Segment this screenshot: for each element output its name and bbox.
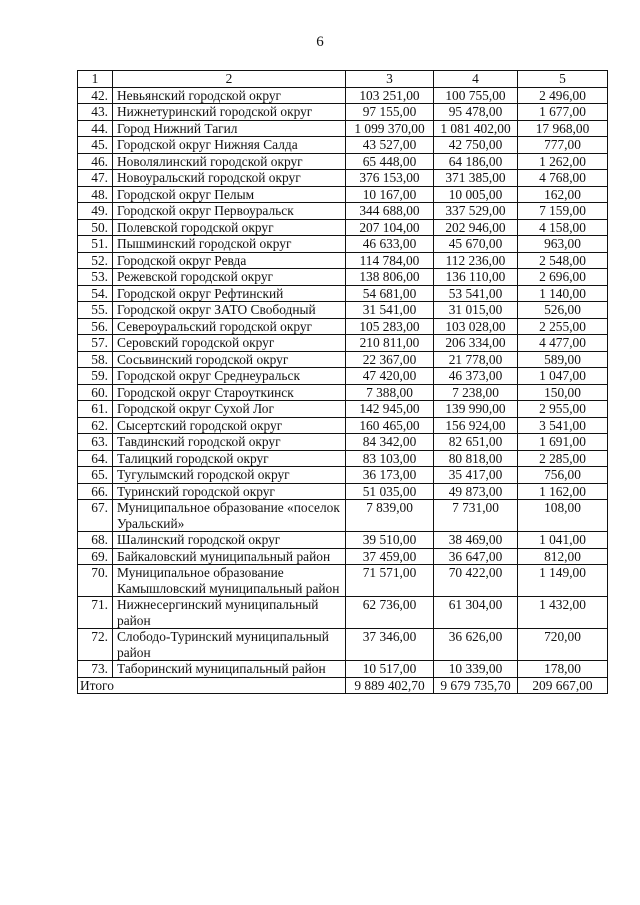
table-row xyxy=(78,153,608,170)
column-3-value-cell: 37 459,00 xyxy=(346,548,434,565)
column-5-value-cell: 720,00 xyxy=(518,629,608,661)
table-row xyxy=(78,401,608,418)
column-header: 5 xyxy=(518,71,608,88)
column-header: 3 xyxy=(346,71,434,88)
column-4-value-cell: 61 304,00 xyxy=(434,597,518,629)
column-5-value-cell: 812,00 xyxy=(518,548,608,565)
column-5-value-cell: 2 696,00 xyxy=(518,269,608,286)
row-number-cell: 44. xyxy=(78,120,113,137)
column-3-value-cell: 7 839,00 xyxy=(346,500,434,532)
table-row xyxy=(78,186,608,203)
column-3-value-cell: 97 155,00 xyxy=(346,104,434,121)
row-number-cell: 64. xyxy=(78,450,113,467)
column-5-value-cell: 4 158,00 xyxy=(518,219,608,236)
column-3-value-cell: 22 367,00 xyxy=(346,351,434,368)
municipality-name-cell: Городской округ Сухой Лог xyxy=(113,401,346,418)
column-5-value-cell: 1 677,00 xyxy=(518,104,608,121)
table-row xyxy=(78,532,608,549)
column-5-value-cell: 2 496,00 xyxy=(518,87,608,104)
column-4-value-cell: 35 417,00 xyxy=(434,467,518,484)
municipality-name-cell: Талицкий городской округ xyxy=(113,450,346,467)
municipality-name-cell: Городской округ ЗАТО Свободный xyxy=(113,302,346,319)
row-number-cell: 48. xyxy=(78,186,113,203)
column-4-value-cell: 112 236,00 xyxy=(434,252,518,269)
table-row xyxy=(78,548,608,565)
municipality-name-cell: Нижнетуринский городской округ xyxy=(113,104,346,121)
municipality-name-cell: Муниципальное образование Камышловский муниципальный район xyxy=(113,565,346,597)
row-number-cell: 42. xyxy=(78,87,113,104)
row-number-cell: 70. xyxy=(78,565,113,597)
column-4-value-cell: 70 422,00 xyxy=(434,565,518,597)
column-3-value-cell: 54 681,00 xyxy=(346,285,434,302)
column-3-value-cell: 31 541,00 xyxy=(346,302,434,319)
table-body xyxy=(78,71,608,694)
column-4-value-cell: 80 818,00 xyxy=(434,450,518,467)
municipality-name-cell: Сосьвинский городской округ xyxy=(113,351,346,368)
row-number-cell: 60. xyxy=(78,384,113,401)
column-3-value-cell: 37 346,00 xyxy=(346,629,434,661)
row-number-cell: 73. xyxy=(78,661,113,678)
header-row xyxy=(78,71,608,88)
municipality-name-cell: Пышминский городской округ xyxy=(113,236,346,253)
municipality-name-cell: Городской округ Староуткинск xyxy=(113,384,346,401)
table-row xyxy=(78,302,608,319)
table-row xyxy=(78,661,608,678)
column-3-value-cell: 43 527,00 xyxy=(346,137,434,154)
total-column-3-cell: 9 889 402,70 xyxy=(346,677,434,694)
column-4-value-cell: 7 238,00 xyxy=(434,384,518,401)
column-5-value-cell: 777,00 xyxy=(518,137,608,154)
row-number-cell: 58. xyxy=(78,351,113,368)
column-3-value-cell: 65 448,00 xyxy=(346,153,434,170)
column-3-value-cell: 138 806,00 xyxy=(346,269,434,286)
table-row xyxy=(78,203,608,220)
row-number-cell: 61. xyxy=(78,401,113,418)
column-5-value-cell: 1 691,00 xyxy=(518,434,608,451)
table-row xyxy=(78,384,608,401)
table-row xyxy=(78,318,608,335)
column-4-value-cell: 82 651,00 xyxy=(434,434,518,451)
municipality-name-cell: Городской округ Ревда xyxy=(113,252,346,269)
column-4-value-cell: 202 946,00 xyxy=(434,219,518,236)
row-number-cell: 62. xyxy=(78,417,113,434)
column-3-value-cell: 207 104,00 xyxy=(346,219,434,236)
municipality-name-cell: Новолялинский городской округ xyxy=(113,153,346,170)
column-5-value-cell: 108,00 xyxy=(518,500,608,532)
column-3-value-cell: 105 283,00 xyxy=(346,318,434,335)
table-row xyxy=(78,417,608,434)
column-3-value-cell: 1 099 370,00 xyxy=(346,120,434,137)
column-4-value-cell: 21 778,00 xyxy=(434,351,518,368)
municipality-name-cell: Таборинский муниципальный район xyxy=(113,661,346,678)
column-5-value-cell: 4 477,00 xyxy=(518,335,608,352)
column-3-value-cell: 83 103,00 xyxy=(346,450,434,467)
column-4-value-cell: 38 469,00 xyxy=(434,532,518,549)
column-4-value-cell: 45 670,00 xyxy=(434,236,518,253)
table-row xyxy=(78,335,608,352)
column-5-value-cell: 1 262,00 xyxy=(518,153,608,170)
table-row xyxy=(78,104,608,121)
column-4-value-cell: 31 015,00 xyxy=(434,302,518,319)
column-4-value-cell: 46 373,00 xyxy=(434,368,518,385)
total-column-4-cell: 9 679 735,70 xyxy=(434,677,518,694)
table-row xyxy=(78,450,608,467)
column-5-value-cell: 2 548,00 xyxy=(518,252,608,269)
table-row xyxy=(78,285,608,302)
column-5-value-cell: 963,00 xyxy=(518,236,608,253)
column-3-value-cell: 84 342,00 xyxy=(346,434,434,451)
column-3-value-cell: 114 784,00 xyxy=(346,252,434,269)
row-number-cell: 46. xyxy=(78,153,113,170)
table-row xyxy=(78,500,608,532)
column-5-value-cell: 3 541,00 xyxy=(518,417,608,434)
municipality-name-cell: Шалинский городской округ xyxy=(113,532,346,549)
row-number-cell: 51. xyxy=(78,236,113,253)
municipality-name-cell: Байкаловский муниципальный район xyxy=(113,548,346,565)
municipality-name-cell: Муниципальное образование «поселок Уральский» xyxy=(113,500,346,532)
municipality-name-cell: Городской округ Нижняя Салда xyxy=(113,137,346,154)
table-row xyxy=(78,368,608,385)
column-3-value-cell: 51 035,00 xyxy=(346,483,434,500)
column-4-value-cell: 1 081 402,00 xyxy=(434,120,518,137)
column-header: 1 xyxy=(78,71,113,88)
column-5-value-cell: 1 432,00 xyxy=(518,597,608,629)
municipality-name-cell: Тугулымский городской округ xyxy=(113,467,346,484)
column-5-value-cell: 1 149,00 xyxy=(518,565,608,597)
column-5-value-cell: 4 768,00 xyxy=(518,170,608,187)
row-number-cell: 57. xyxy=(78,335,113,352)
column-3-value-cell: 46 633,00 xyxy=(346,236,434,253)
column-5-value-cell: 756,00 xyxy=(518,467,608,484)
column-header: 4 xyxy=(434,71,518,88)
column-5-value-cell: 1 047,00 xyxy=(518,368,608,385)
row-number-cell: 55. xyxy=(78,302,113,319)
row-number-cell: 53. xyxy=(78,269,113,286)
column-3-value-cell: 210 811,00 xyxy=(346,335,434,352)
column-5-value-cell: 2 955,00 xyxy=(518,401,608,418)
total-row xyxy=(78,677,608,694)
column-4-value-cell: 64 186,00 xyxy=(434,153,518,170)
row-number-cell: 49. xyxy=(78,203,113,220)
column-3-value-cell: 142 945,00 xyxy=(346,401,434,418)
row-number-cell: 68. xyxy=(78,532,113,549)
municipality-name-cell: Город Нижний Тагил xyxy=(113,120,346,137)
column-4-value-cell: 100 755,00 xyxy=(434,87,518,104)
row-number-cell: 66. xyxy=(78,483,113,500)
column-5-value-cell: 17 968,00 xyxy=(518,120,608,137)
column-3-value-cell: 36 173,00 xyxy=(346,467,434,484)
row-number-cell: 71. xyxy=(78,597,113,629)
table-row xyxy=(78,269,608,286)
column-3-value-cell: 47 420,00 xyxy=(346,368,434,385)
table-row xyxy=(78,87,608,104)
row-number-cell: 50. xyxy=(78,219,113,236)
row-number-cell: 67. xyxy=(78,500,113,532)
column-3-value-cell: 10 167,00 xyxy=(346,186,434,203)
column-4-value-cell: 139 990,00 xyxy=(434,401,518,418)
column-4-value-cell: 53 541,00 xyxy=(434,285,518,302)
column-5-value-cell: 1 140,00 xyxy=(518,285,608,302)
column-3-value-cell: 71 571,00 xyxy=(346,565,434,597)
column-4-value-cell: 103 028,00 xyxy=(434,318,518,335)
column-3-value-cell: 103 251,00 xyxy=(346,87,434,104)
column-4-value-cell: 206 334,00 xyxy=(434,335,518,352)
column-4-value-cell: 10 339,00 xyxy=(434,661,518,678)
row-number-cell: 45. xyxy=(78,137,113,154)
column-3-value-cell: 376 153,00 xyxy=(346,170,434,187)
column-4-value-cell: 156 924,00 xyxy=(434,417,518,434)
row-number-cell: 69. xyxy=(78,548,113,565)
municipality-name-cell: Нижнесергинский муниципальный район xyxy=(113,597,346,629)
column-5-value-cell: 2 285,00 xyxy=(518,450,608,467)
table-row xyxy=(78,120,608,137)
table-row xyxy=(78,351,608,368)
column-3-value-cell: 62 736,00 xyxy=(346,597,434,629)
table-row xyxy=(78,629,608,661)
column-header: 2 xyxy=(113,71,346,88)
municipality-name-cell: Городской округ Рефтинский xyxy=(113,285,346,302)
table-row xyxy=(78,483,608,500)
row-number-cell: 59. xyxy=(78,368,113,385)
table-row xyxy=(78,170,608,187)
row-number-cell: 72. xyxy=(78,629,113,661)
column-4-value-cell: 136 110,00 xyxy=(434,269,518,286)
municipality-name-cell: Сысертский городской округ xyxy=(113,417,346,434)
column-4-value-cell: 42 750,00 xyxy=(434,137,518,154)
municipality-name-cell: Полевской городской округ xyxy=(113,219,346,236)
municipality-name-cell: Невьянский городской округ xyxy=(113,87,346,104)
table-row xyxy=(78,597,608,629)
column-4-value-cell: 49 873,00 xyxy=(434,483,518,500)
row-number-cell: 52. xyxy=(78,252,113,269)
page-number: 6 xyxy=(316,34,324,50)
column-4-value-cell: 36 626,00 xyxy=(434,629,518,661)
column-5-value-cell: 589,00 xyxy=(518,351,608,368)
column-3-value-cell: 160 465,00 xyxy=(346,417,434,434)
column-5-value-cell: 178,00 xyxy=(518,661,608,678)
row-number-cell: 63. xyxy=(78,434,113,451)
column-4-value-cell: 371 385,00 xyxy=(434,170,518,187)
data-table xyxy=(77,70,608,694)
row-number-cell: 56. xyxy=(78,318,113,335)
column-5-value-cell: 526,00 xyxy=(518,302,608,319)
table-row xyxy=(78,236,608,253)
table-row xyxy=(78,137,608,154)
column-3-value-cell: 344 688,00 xyxy=(346,203,434,220)
table-row xyxy=(78,565,608,597)
table-row xyxy=(78,434,608,451)
row-number-cell: 47. xyxy=(78,170,113,187)
column-4-value-cell: 337 529,00 xyxy=(434,203,518,220)
column-5-value-cell: 1 162,00 xyxy=(518,483,608,500)
table-row xyxy=(78,252,608,269)
column-3-value-cell: 7 388,00 xyxy=(346,384,434,401)
column-4-value-cell: 36 647,00 xyxy=(434,548,518,565)
municipality-name-cell: Новоуральский городской округ xyxy=(113,170,346,187)
municipality-name-cell: Серовский городской округ xyxy=(113,335,346,352)
municipality-name-cell: Городской округ Первоуральск xyxy=(113,203,346,220)
municipality-name-cell: Туринский городской округ xyxy=(113,483,346,500)
column-4-value-cell: 7 731,00 xyxy=(434,500,518,532)
table-row xyxy=(78,219,608,236)
column-4-value-cell: 95 478,00 xyxy=(434,104,518,121)
column-3-value-cell: 10 517,00 xyxy=(346,661,434,678)
municipality-name-cell: Режевской городской округ xyxy=(113,269,346,286)
row-number-cell: 65. xyxy=(78,467,113,484)
column-5-value-cell: 1 041,00 xyxy=(518,532,608,549)
column-5-value-cell: 150,00 xyxy=(518,384,608,401)
column-5-value-cell: 7 159,00 xyxy=(518,203,608,220)
municipality-name-cell: Североуральский городской округ xyxy=(113,318,346,335)
table-row xyxy=(78,467,608,484)
total-label: Итого xyxy=(78,677,346,694)
column-4-value-cell: 10 005,00 xyxy=(434,186,518,203)
row-number-cell: 54. xyxy=(78,285,113,302)
municipality-name-cell: Городской округ Пелым xyxy=(113,186,346,203)
column-3-value-cell: 39 510,00 xyxy=(346,532,434,549)
column-5-value-cell: 162,00 xyxy=(518,186,608,203)
total-column-5-cell: 209 667,00 xyxy=(518,677,608,694)
municipality-name-cell: Городской округ Среднеуральск xyxy=(113,368,346,385)
row-number-cell: 43. xyxy=(78,104,113,121)
column-5-value-cell: 2 255,00 xyxy=(518,318,608,335)
municipality-name-cell: Слободо-Туринский муниципальный район xyxy=(113,629,346,661)
municipality-name-cell: Тавдинский городской округ xyxy=(113,434,346,451)
